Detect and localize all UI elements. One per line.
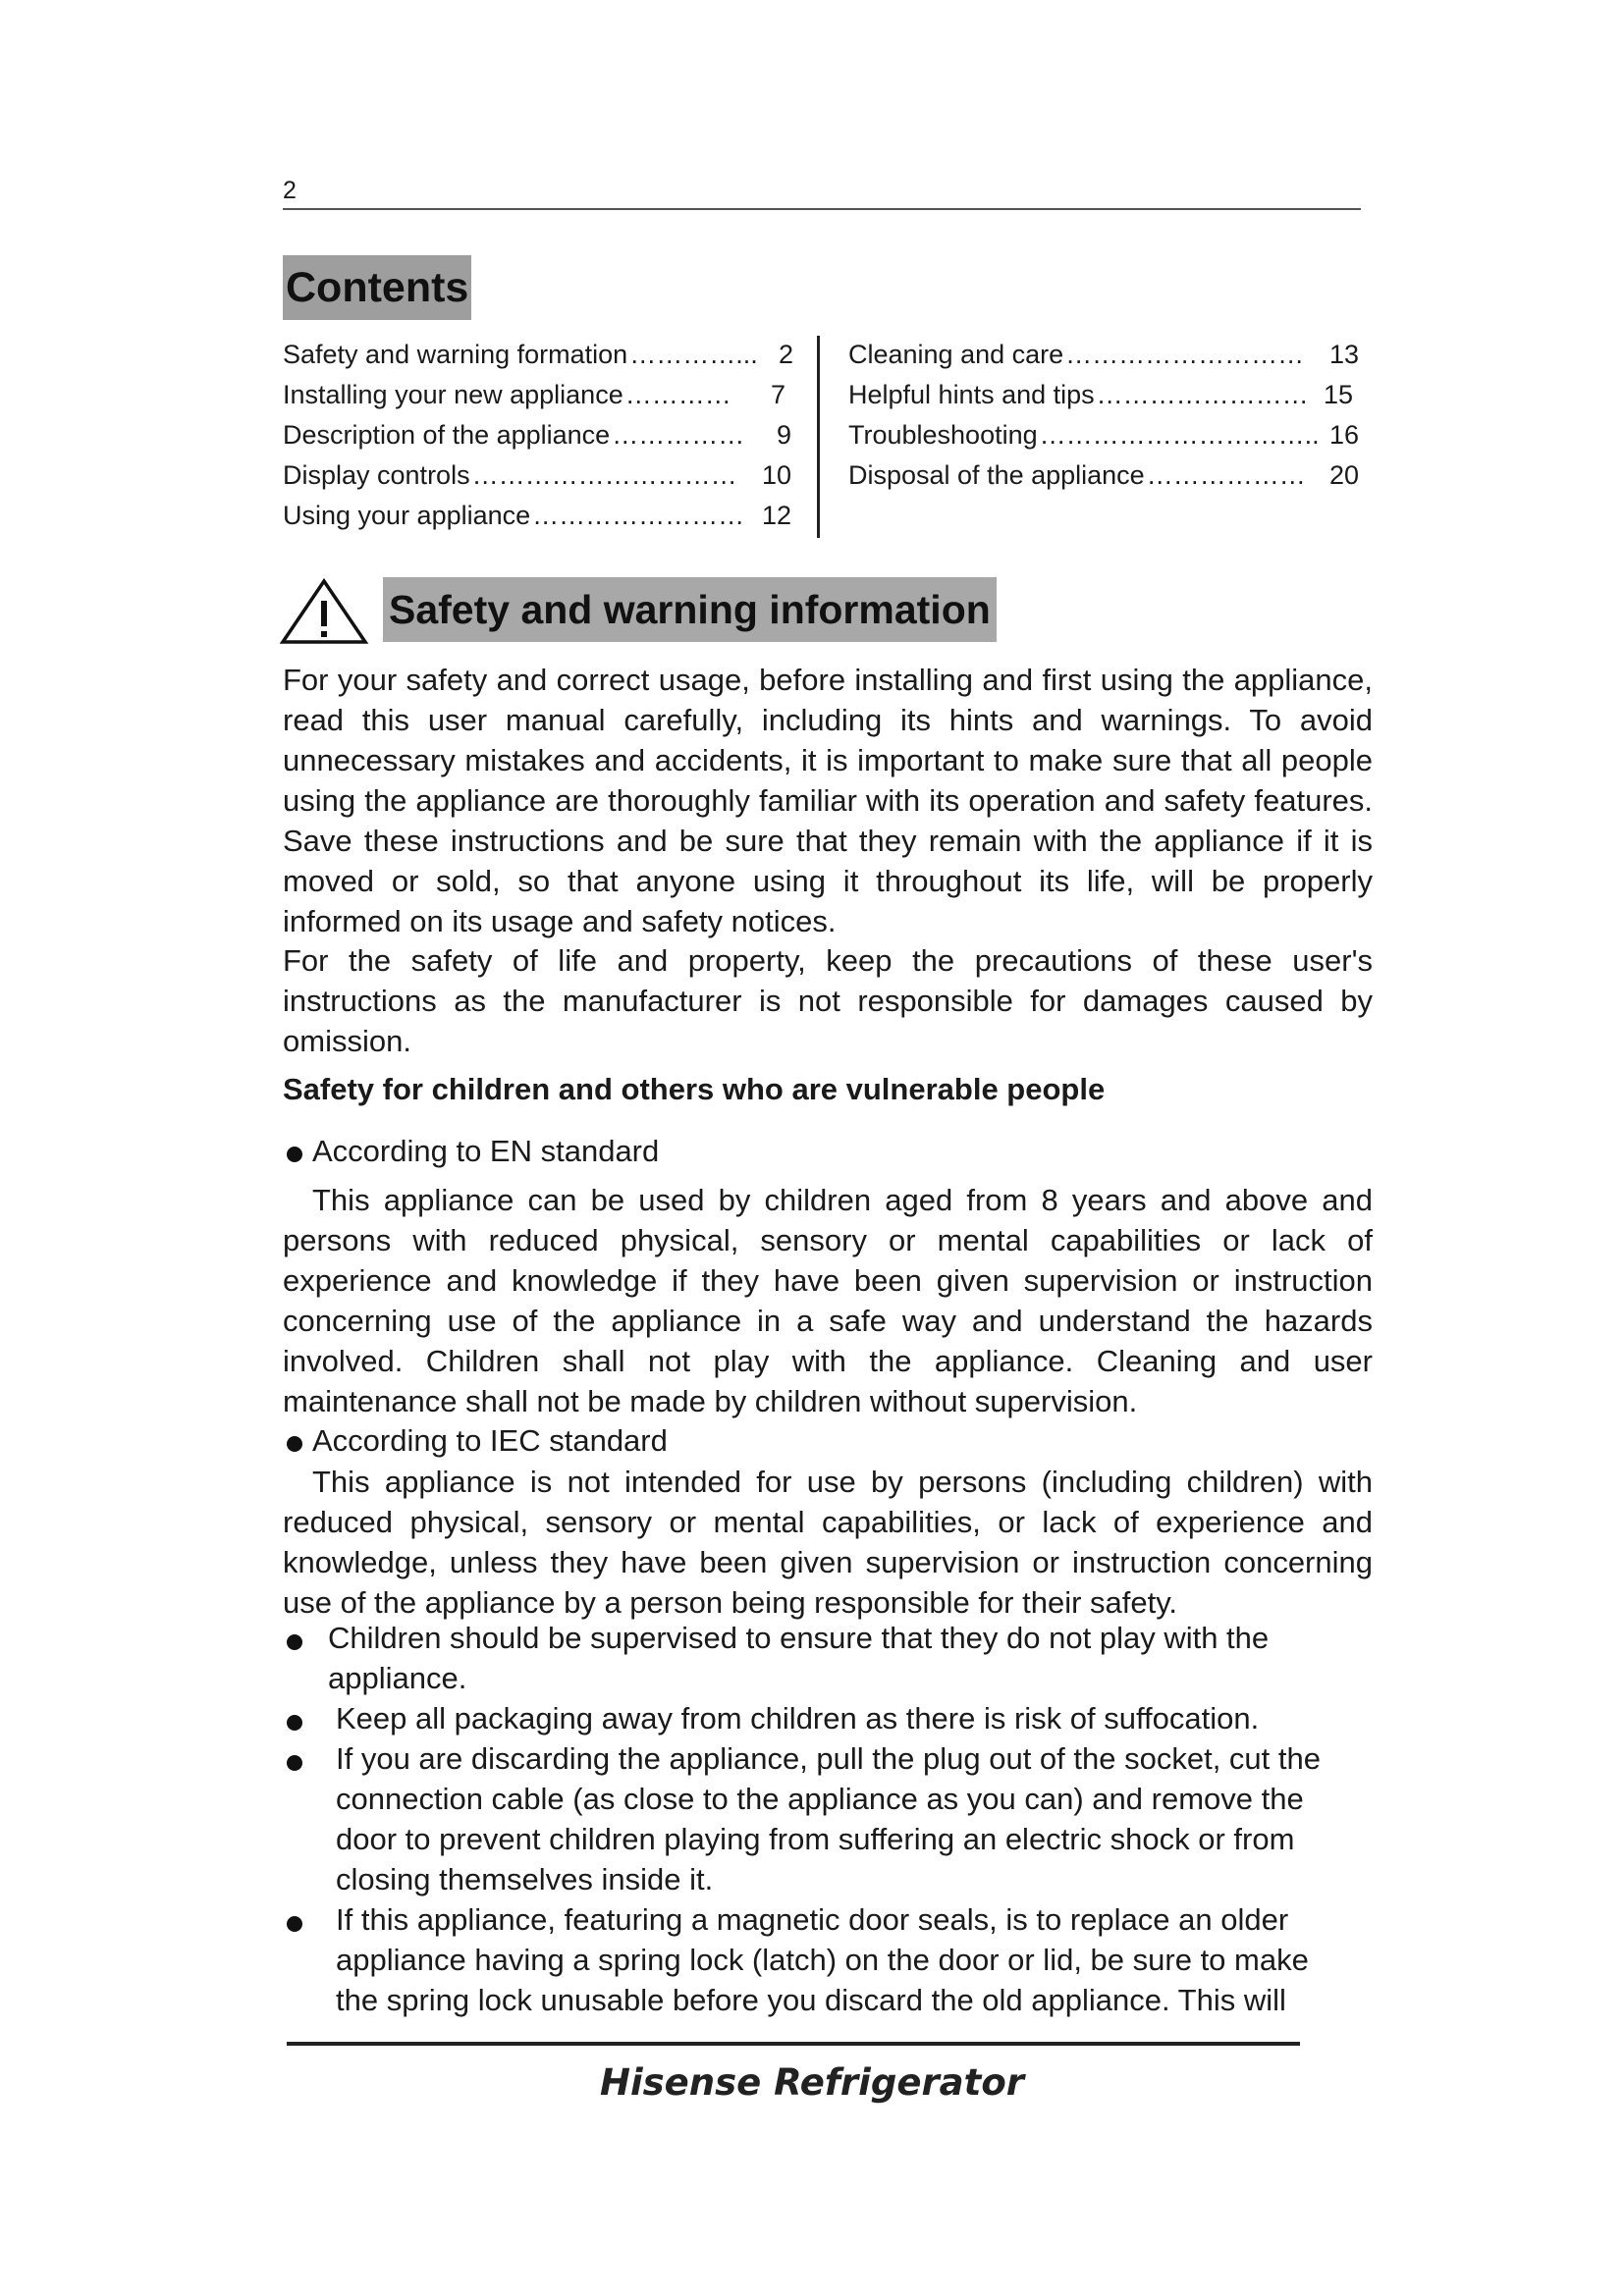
iec-standard-paragraph: This appliance is not intended for use by persons (including children) with reduced physical, sensory or mental capabilities, or lack of experience and knowledge, unless they have been given supervision or instruction concerning use of the appliance by a person being responsible for their safety.	[283, 1465, 1373, 1620]
property-note-paragraph: For the safety of life and property, keep the precautions of these user's instructions as the manufacturer is not responsible for damages caused by omission.	[283, 943, 1373, 1058]
toc-page: 20	[1328, 460, 1359, 490]
toc-page: 9	[776, 420, 791, 450]
toc-item[interactable]	[283, 340, 793, 370]
bullet-dot	[287, 1436, 302, 1452]
toc-divider	[817, 336, 820, 538]
en-standard-paragraph: This appliance can be used by children aged from 8 years and above and persons with reduced physical, sensory or mental capabilities or lack of experience and knowledge if they have been given supervision or instruction concerning use of the appliance in a safe way and understand the hazards involved. Children shall not play with the appliance. Cleaning and user maintenance shall not be made by children without supervision.	[283, 1183, 1373, 1418]
toc-item[interactable]	[848, 460, 1359, 491]
toc-page: 2	[778, 340, 793, 369]
toc-item[interactable]	[283, 501, 791, 531]
toc-leader: …………	[624, 380, 731, 409]
bullet-dot	[287, 1715, 302, 1731]
toc-item[interactable]	[283, 380, 785, 410]
toc-title: Safety and warning formation	[283, 340, 628, 369]
toc-title: Installing your new appliance	[283, 380, 623, 409]
contents-heading: Contents	[283, 255, 471, 320]
safety-heading: Safety and warning information	[383, 577, 997, 642]
toc-leader: ………………………	[1065, 340, 1305, 369]
bullet-item: Children should be supervised to ensure that they do not play with the appliance.	[328, 1621, 1270, 1695]
bullet-dot	[287, 1755, 302, 1771]
toc-page: 7	[770, 380, 785, 409]
toc-leader: ……………………	[532, 501, 745, 530]
footer-rule	[287, 2042, 1300, 2046]
safety-intro-paragraph: For your safety and correct usage, before installing and first using the appliance, read this user manual carefully, including its hints and warnings. To avoid unnecessary mistakes and accidents, it is important to make sure that all people using the appliance are thoroughly familiar with its operation and safety features. Save these instructions and be sure that they remain with the appliance if it is moved or sold, so that anyone using it throughout its life, will be properly informed on its usage and safety notices.	[283, 663, 1373, 938]
bullet-item: Keep all packaging away from children as there is risk of suffocation.	[336, 1701, 1260, 1735]
toc-leader: …………………………	[471, 460, 737, 490]
toc-item[interactable]	[848, 380, 1353, 410]
toc-page: 13	[1328, 340, 1359, 369]
bullet-dot	[287, 1634, 302, 1650]
footer-brand-logo: Hisense Refrigerator	[599, 2061, 1025, 2104]
toc-title: Using your appliance	[283, 501, 531, 530]
toc-title: Description of the appliance	[283, 420, 611, 450]
iec-standard-label: According to IEC standard	[312, 1423, 668, 1458]
toc-title: Troubleshooting	[848, 420, 1038, 450]
bullet-dot	[287, 1916, 302, 1932]
toc-page: 15	[1323, 380, 1353, 409]
warning-triangle-icon	[279, 577, 369, 646]
toc-title: Display controls	[283, 460, 470, 490]
toc-title: Cleaning and care	[848, 340, 1064, 369]
toc-item[interactable]	[848, 420, 1359, 451]
children-safety-subheading: Safety for children and others who are vulnerable people	[283, 1072, 1106, 1106]
toc-leader: ………………	[1146, 460, 1306, 490]
toc-item[interactable]	[848, 340, 1359, 370]
bullet-dot	[287, 1147, 302, 1162]
en-standard-label: According to EN standard	[312, 1134, 660, 1168]
toc-page: 10	[761, 460, 791, 490]
toc-item[interactable]	[283, 420, 791, 451]
toc-leader: ……………………	[1096, 380, 1309, 409]
toc-item[interactable]	[283, 460, 791, 491]
toc-leader: ……………	[612, 420, 745, 450]
bullet-item: If this appliance, featuring a magnetic door seals, is to replace an older appliance having a spring lock (latch) on the door or lid, be sure to make the spring lock unusable before you discard the old appliance. This will	[336, 1902, 1309, 2017]
bullet-item: If you are discarding the appliance, pull the plug out of the socket, cut the connection cable (as close to the appliance as you can) and remove the door to prevent children playing from suffering an electric shock or from closing themselves inside it.	[336, 1741, 1321, 1896]
toc-title: Disposal of the appliance	[848, 460, 1145, 490]
toc-page: 16	[1328, 420, 1359, 450]
toc-page: 12	[761, 501, 791, 530]
toc-leader: …………………………..	[1039, 420, 1320, 450]
header-rule	[283, 208, 1361, 210]
toc-title: Helpful hints and tips	[848, 380, 1095, 409]
page-number: 2	[283, 177, 297, 204]
toc-leader: …………...	[629, 340, 758, 369]
